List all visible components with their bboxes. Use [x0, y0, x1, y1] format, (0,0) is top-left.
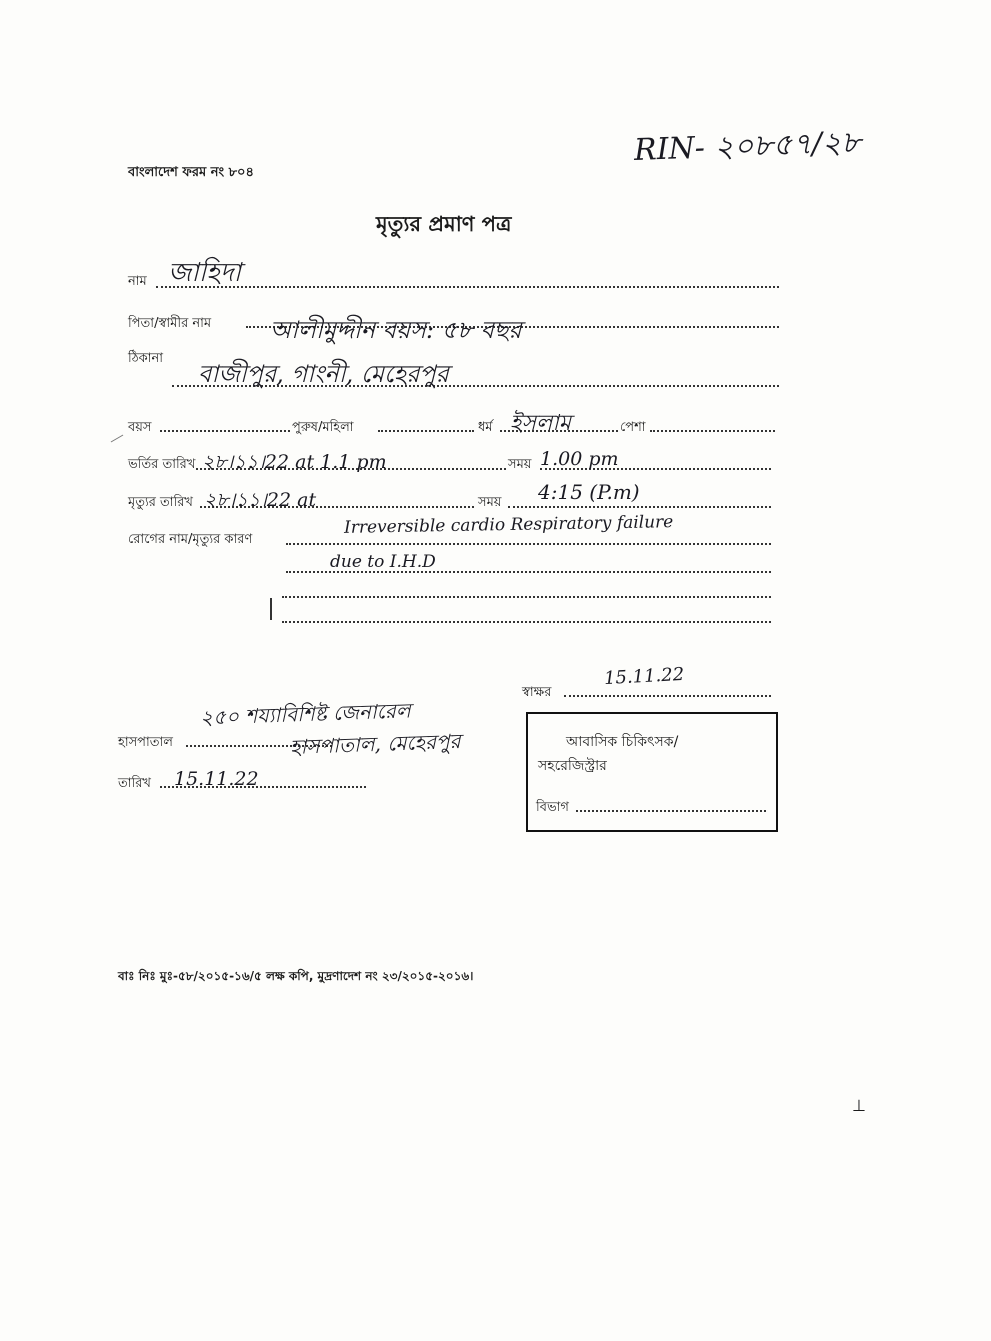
- name-line: [156, 286, 779, 288]
- address-label: ঠিকানা: [128, 351, 164, 366]
- name-label: নাম: [128, 274, 147, 289]
- department-label: বিভাগ: [536, 800, 569, 815]
- admission-time-label: সময়: [508, 457, 532, 472]
- gender-line: [378, 430, 474, 432]
- signature-label: স্বাক্ষর: [522, 685, 552, 700]
- scan-mark: ⊥: [852, 1096, 866, 1115]
- occupation-line: [650, 430, 775, 432]
- date-value: 15.11.22: [174, 768, 259, 790]
- death-date-value: ২৮।১১।22 at: [204, 489, 317, 511]
- death-time-label: সময়: [478, 495, 502, 510]
- father-value: আলীমুদ্দীন বয়স: ৫৮ বছর: [270, 316, 522, 344]
- address-value: বাজীপুর, গাংনী, মেহেরপুর: [198, 360, 449, 388]
- hospital-label: হাসপাতাল: [118, 735, 173, 750]
- scan-mark: [111, 435, 124, 443]
- admission-time-value: 1.00 pm: [540, 448, 619, 470]
- admission-date-value: ২৮।১১।22 at 1.1 pm: [202, 451, 387, 473]
- scan-mark: [270, 598, 272, 620]
- department-line: [576, 810, 766, 812]
- signature-line: [564, 695, 771, 697]
- name-value: জাহিদা: [168, 258, 242, 288]
- death-date-label: মৃত্যুর তারিখ: [128, 495, 193, 510]
- registration-number: RIN- ২০৮৫৭/২৮: [633, 125, 862, 168]
- cause-value-1: Irreversible cardio Respiratory failure: [343, 512, 674, 538]
- age-line: [160, 430, 290, 432]
- religion-label: ধর্ম: [478, 420, 493, 435]
- cause-label: রোগের নাম/মৃত্যুর কারণ: [128, 532, 253, 547]
- stamp-box: [526, 712, 778, 832]
- religion-value: ইসলাম: [510, 411, 571, 436]
- footer-print-note: বাঃ নিঃ মুঃ-৫৮/২০১৫-১৬/৫ লক্ষ কপি, মুদ্রণাদেশ নং ২৩/২০১৫-২০১৬।: [118, 969, 474, 983]
- admission-date-label: ভর্তির তারিখ: [128, 457, 196, 472]
- hospital-value-1: ২৫০ শয্যাবিশিষ্ট জেনারেল: [199, 698, 412, 730]
- death-time-value: 4:15 (P.m): [538, 480, 640, 504]
- cause-line-4: [282, 621, 771, 623]
- cause-line-3: [282, 596, 771, 598]
- cause-line-1: [286, 543, 771, 545]
- age-label: বয়স: [128, 420, 152, 435]
- gender-label: পুরুষ/মহিলা: [292, 420, 354, 435]
- occupation-label: পেশা: [620, 420, 646, 435]
- father-label: পিতা/স্বামীর নাম: [128, 316, 212, 331]
- date-label: তারিখ: [118, 776, 151, 791]
- form-number: বাংলাদেশ ফরম নং ৮০৪: [128, 165, 254, 180]
- signature-value: 15.11.22: [603, 663, 685, 690]
- document-title: মৃত্যুর প্রমাণ পত্র: [376, 212, 512, 236]
- hospital-value-2: হাসপাতাল, মেহেরপুর: [289, 729, 461, 759]
- stamp-box-subtitle: সহরেজিস্ট্রার: [538, 758, 607, 774]
- stamp-box-title: আবাসিক চিকিৎসক/: [566, 734, 679, 750]
- cause-value-2: due to I.H.D: [330, 552, 436, 572]
- death-time-line: [508, 506, 771, 508]
